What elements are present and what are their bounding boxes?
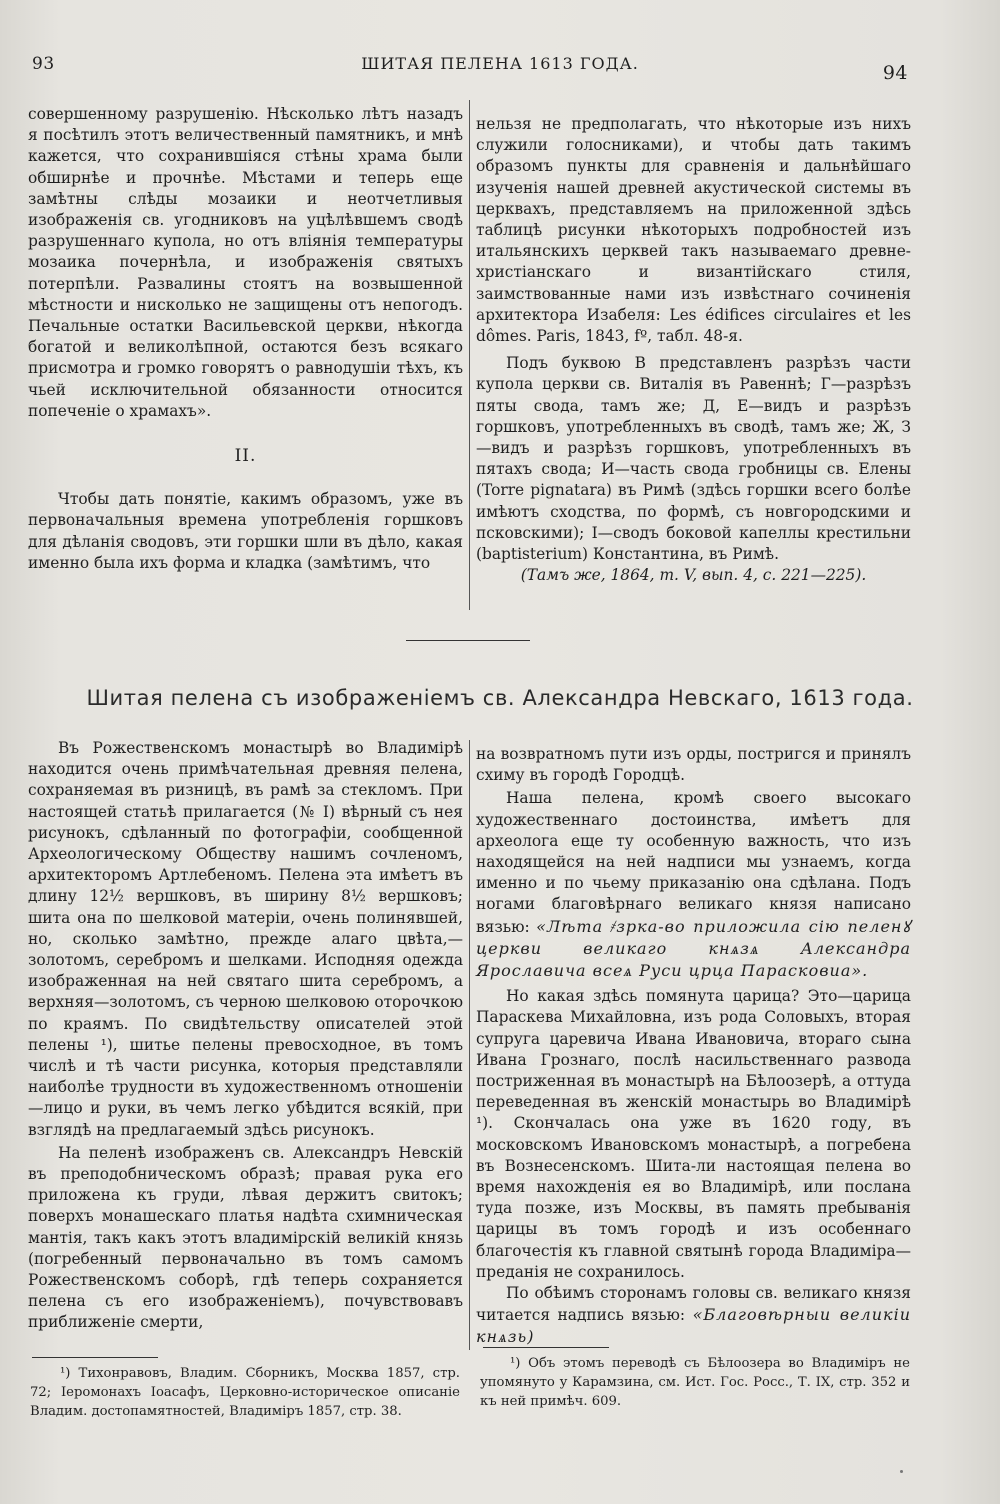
- top-right-column: [476, 114, 911, 586]
- page-number-left: 93: [32, 54, 55, 74]
- vyaz-inscription: «Благовѣрныи великіи кнѧзь): [476, 1305, 911, 1347]
- footnote-right: [480, 1354, 910, 1411]
- footnote-text: ¹) Тихонравовъ, Владим. Сборникъ, Москва 1857, стр. 72; Іеромонахъ Іоасафъ, Церковно-историческое описаніе Владим. достопамятностей, Владиміръ 1857, стр. 38.: [30, 1366, 460, 1419]
- page-number-right: 94: [882, 62, 908, 84]
- footnote-left: [30, 1364, 460, 1421]
- footnote-text: ¹) Объ этомъ переводѣ съ Бѣлоозера во Владиміръ не упомянуто у Карамзина, см. Ист. Гос. Росс., Т. IX, стр. 352 и къ ней примѣч. 609.: [480, 1356, 910, 1409]
- paragraph: совершенному разрушенію. Нѣсколько лѣтъ назадъ я посѣтилъ этотъ величественный памятникъ, и мнѣ кажется, что сохранившіяся стѣны храма были обширнѣе и прочнѣе. Мѣстами и теперь еще замѣтны слѣды мозаики и неотчетливыя изображенія св. угодниковъ на уцѣлѣвшемъ сводѣ разрушеннаго купола, но отъ вліянія температуры мозаика почернѣла, и изображенія святыхъ потерпѣли. Развалины стоятъ на возвышенной мѣстности и нисколько не защищены отъ непогодъ. Печальные остатки Васильевской церкви, нѣкогда богатой и великолѣпной, остаются безъ всякаго присмотра и громко говорятъ о равнодушіи тѣхъ, къ чьей исключительной обязанности относится попеченіе о храмахъ».: [28, 105, 463, 420]
- section-heading: II.: [234, 446, 257, 467]
- paragraph: нельзя не предполагать, что нѣкоторые изъ нихъ служили голосниками), и чтобы дать такимъ образомъ пункты для сравненія и дальнѣйшаго изученія нашей древней акустической системы въ церквахъ, представляемъ на приложенной здѣсь таблицѣ рисунки нѣкоторыхъ подробностей изъ итальянскихъ церквей такъ называемаго древне-христіанскаго и византійскаго стиля, заимствованные нами изъ извѣстнаго сочиненія архитектора Изабеля: Les édifices circulaires et les dômes. Paris, 1843, fº, табл. 48-я.: [476, 115, 911, 346]
- paragraph: Чтобы дать понятіе, какимъ образомъ, уже въ первоначальныя времена употребленія горшковъ для дѣланія сводовъ, эти горшки шли въ дѣло, какая именно была ихъ форма и кладка (замѣтимъ, что: [28, 490, 463, 572]
- paragraph: на возвратномъ пути изъ орды, постригся и принялъ схиму въ городѣ Городцѣ.: [476, 745, 911, 785]
- paragraph: На пеленѣ изображенъ св. Александръ Невскій въ преподобническомъ образѣ; правая рука его приложена къ груди, лѣвая держитъ свитокъ; поверхъ монашескаго платья надѣта схимническая мантія, такъ какъ этотъ владимірскій великій князь (погребенный первоначально въ томъ самомъ Рожественскомъ соборѣ, гдѣ теперь сохраняется пелена съ его изображеніемъ), почувствовавъ приближеніе смерти,: [28, 1143, 463, 1332]
- paragraph-text: Наша пелена, кромѣ своего высокаго художественнаго достоинства, имѣетъ для археолога еще ту особенную важность, что изъ находящейся на ней надписи мы узнаемъ, когда именно и по чьему приказанію она сдѣлана. Подъ ногами благовѣрнаго великаго князя написано вязью:: [476, 789, 911, 936]
- paragraph: [476, 788, 911, 982]
- top-left-column: [28, 104, 463, 574]
- running-title: ШИТАЯ ПЕЛЕНА 1613 ГОДА.: [361, 54, 639, 73]
- column-divider: [469, 100, 470, 610]
- paragraph: Въ Рожественскомъ монастырѣ во Владимірѣ находится очень примѣчательная древняя пелена, сохраняемая въ ризницѣ, въ рамѣ за стекломъ. При настоящей статьѣ прилагается (№ I) вѣрный съ нея рисунокъ, сдѣланный по фотографіи, сообщенной Археологическому Обществу нашимъ сочленомъ, архитекторомъ Артлебеномъ. Пелена эта имѣетъ въ длину 12½ вершковъ, въ ширину 8½ вершковъ; шита она по шелковой матеріи, очень полинявшей, но, сколько замѣтно, прежде алаго цвѣта,—золотомъ, серебромъ и шелками. Исподняя одежда изображенная на ней святаго шита серебромъ, а верхняя—золотомъ, съ черною шелковою оторочкою по краямъ. По свидѣтельству описателей этой пелены ¹), шитье пелены превосходное, въ томъ числѣ и тѣ части рисунка, которыя представляли наиболѣе трудности въ художественномъ отношеніи—лицо и руки, въ чемъ легко убѣдится всякій, при взглядѣ на предлагаемый здѣсь рисунокъ.: [28, 739, 463, 1139]
- article-title: Шитая пелена съ изображеніемъ св. Александра Невскаго, 1613 года.: [86, 686, 914, 710]
- paragraph: Подъ буквою В представленъ разрѣзъ части купола церкви св. Виталія въ Равеннѣ; Г—разрѣзъ пяты свода, тамъ же; Д, Е—видъ и разрѣзъ горшковъ, употребленныхъ въ сводѣ, тамъ же; Ж, З—видъ и разрѣзъ горшковъ, употребленныхъ въ пятахъ свода; И—часть свода гробницы св. Елены (Torre pignatara) въ Римѣ (здѣсь горшки всего болѣе имѣютъ сходства, по формѣ, съ новгородскими и псковскими); І—сводъ боковой капеллы крестильни (baptisterium) Константина, въ Римѣ.: [476, 354, 911, 564]
- article-left-column: [28, 738, 463, 1334]
- column-divider: [469, 740, 470, 1350]
- source-citation: (Тамъ же, 1864, т. V, вып. 4, с. 221—225).: [520, 566, 867, 585]
- footnote-rule: [32, 1357, 158, 1358]
- paragraph: [476, 1283, 911, 1349]
- section-separator: [406, 640, 530, 641]
- article-right-column: [476, 744, 911, 1349]
- footnote-rule: [483, 1347, 609, 1348]
- paragraph: Но какая здѣсь помянута царица? Это—царица Параскева Михайловна, изъ рода Соловыхъ, вторая супруга царевича Ивана Ивановича, втораго сына Ивана Грознаго, послѣ насильственнаго развода постриженная въ монастырѣ на Бѣлоозерѣ, а оттуда переведенная въ женскій монастырь во Владимірѣ ¹). Скончалась она уже въ 1620 году, въ московскомъ Ивановскомъ монастырѣ, а погребена въ Вознесенскомъ. Шита-ли настоящая пелена во время нахожденія ея во Владимірѣ, или послана туда позже, изъ Москвы, въ память пребыванія царицы въ томъ городѣ и изъ особеннаго благочестія къ главной святынѣ города Владиміра—преданія не сохранилось.: [476, 987, 911, 1281]
- print-speck: [900, 1470, 903, 1473]
- vyaz-inscription: «Лѣта ҂зрка-во приложила сію пеленꙋ церкви великаго кнѧзѧ Александра Ярославича всеѧ Руси црца Парасковиа».: [476, 916, 911, 981]
- paragraph-text: По обѣимъ сторонамъ головы св. великаго князя читается надпись вязью:: [476, 1284, 911, 1325]
